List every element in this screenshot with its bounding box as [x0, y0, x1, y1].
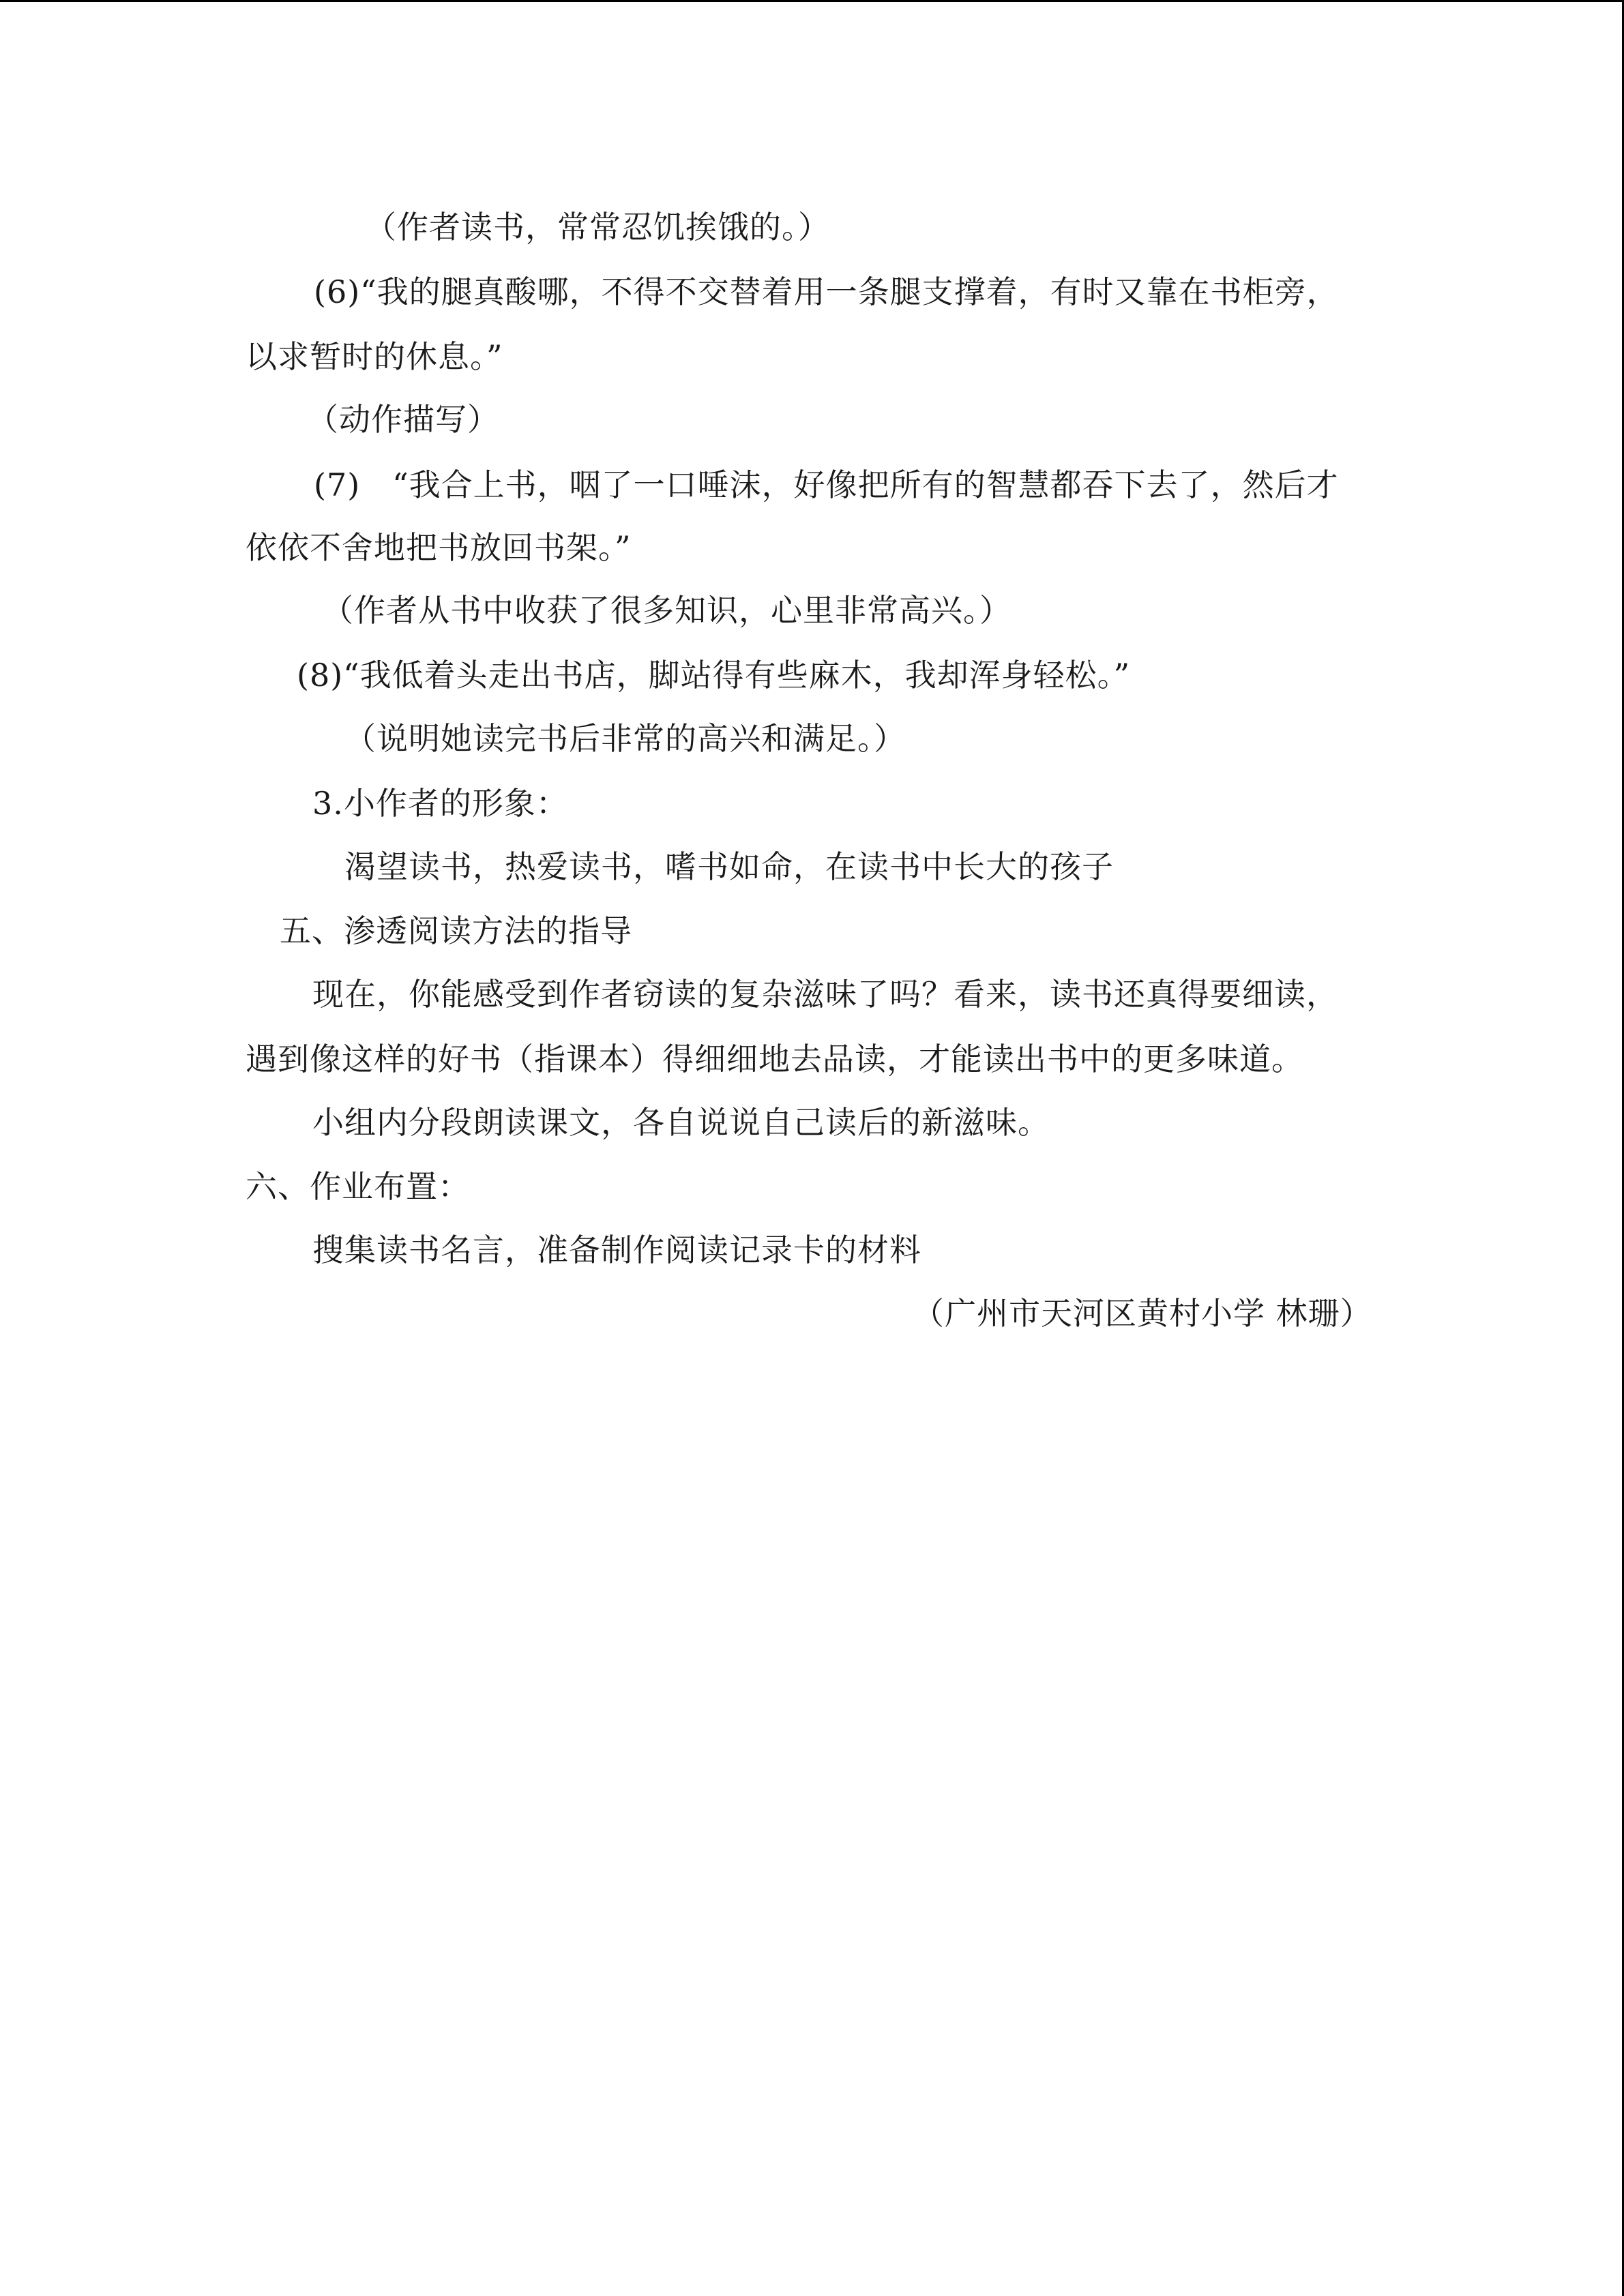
section-heading: 六、作业布置：	[246, 1168, 470, 1205]
text-line: (6)“我的腿真酸哪，不得不交替着用一条腿支撑着，有时又靠在书柜旁，	[314, 273, 1339, 310]
text-line: 3.小作者的形象：	[312, 785, 568, 822]
text-line: (8)“我低着头走出书店，脚站得有些麻木，我却浑身轻松。”	[297, 657, 1131, 694]
text-line: 现在，你能感受到作者窃读的复杂滋味了吗？看来，读书还真得要细读，	[312, 976, 1338, 1013]
text-line: 渴望读书，热爱读书，嗜书如命，在读书中长大的孩子	[344, 848, 1114, 885]
text-line: 遇到像这样的好书（指课本）得细细地去品读，才能读出书中的更多味道。	[246, 1041, 1303, 1077]
text-line: （作者从书中收获了很多知识，心里非常高兴。）	[322, 592, 1012, 629]
text-line: 搜集读书名言，准备制作阅读记录卡的材料	[312, 1232, 921, 1268]
text-line: 小组内分段朗读课文，各自说说自己读后的新滋味。	[312, 1104, 1050, 1141]
text-line: 依依不舍地把书放回书架。”	[246, 529, 632, 566]
text-line: 以求暂时的休息。”	[246, 338, 503, 375]
page-border-top	[0, 0, 1624, 2]
text-line: (7) “我合上书，咽了一口唾沫，好像把所有的智慧都吞下去了，然后才	[314, 466, 1339, 503]
author-attribution: （广州市天河区黄村小学 林珊）	[913, 1295, 1372, 1332]
text-line: （说明她读完书后非常的高兴和满足。）	[344, 720, 906, 757]
text-line: （动作描写）	[307, 401, 499, 438]
section-heading: 五、渗透阅读方法的指导	[280, 912, 632, 949]
text-line: （作者读书，常常忍饥挨饿的。）	[365, 209, 830, 245]
